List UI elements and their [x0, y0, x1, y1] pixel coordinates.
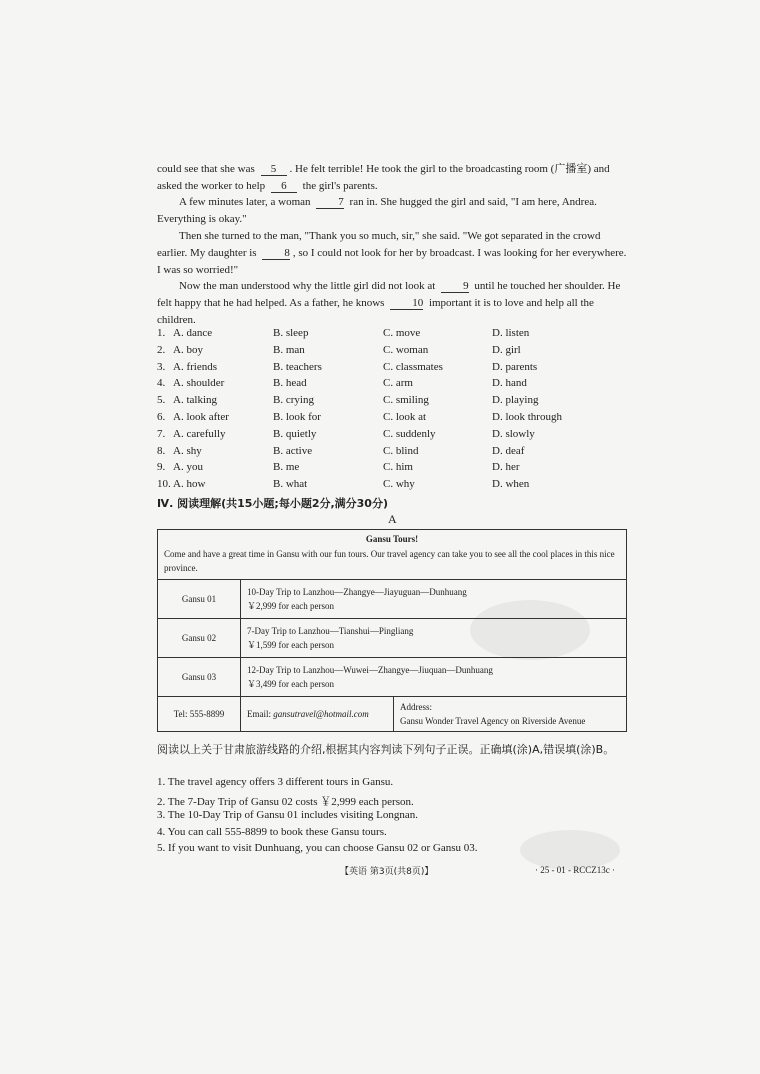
blank-6: 6	[271, 180, 297, 193]
option-b: B. active	[273, 444, 313, 457]
option-row	[157, 361, 627, 378]
option-row	[157, 411, 627, 428]
paragraph-4	[157, 278, 627, 329]
option-a: A. dance	[173, 327, 213, 339]
q-num: 10.	[157, 478, 171, 491]
table-title: Gansu Tours!	[365, 534, 419, 544]
table-header-cell	[158, 530, 627, 580]
text: Then she turned to the man, "Thank you so much, sir," she said. "We got separated in the crowd earlier. My daughter is	[157, 230, 601, 259]
option-c: C. why	[383, 478, 415, 491]
option-d: D. deaf	[492, 444, 525, 457]
text: ran in. She hugged the girl and said, "I am here, Andrea. Everything is okay."	[157, 196, 597, 225]
page-footer: 【英语 第3页(共8页)】	[340, 867, 434, 877]
blank-5: 5	[261, 163, 287, 176]
option-b: B. teachers	[273, 360, 322, 373]
paper-code: · 25 - 01 - RCCZ13c ·	[535, 865, 615, 875]
tour-name: Gansu 01	[158, 580, 241, 619]
tour-price: ￥2,999 for each person	[247, 601, 334, 611]
question-list	[157, 776, 627, 859]
q-num: 4.	[157, 377, 166, 390]
text: the girl's parents.	[302, 180, 378, 192]
option-d: D. hand	[492, 377, 527, 390]
q-num: 5.	[157, 394, 166, 407]
blank-7: 7	[316, 196, 344, 209]
question-item: 3. The 10-Day Trip of Gansu 01 includes visiting Longnan.	[157, 809, 419, 821]
text: Now the man understood why the little girl did not look at	[179, 280, 436, 292]
option-a: A. friends	[173, 360, 217, 373]
text: could see that she was	[157, 163, 255, 175]
table-intro: Come and have a great time in Gansu with our fun tours. Our travel agency can take you to see all the cool places in this nice province.	[164, 549, 615, 573]
q-num: 7.	[157, 427, 166, 440]
option-b: B. me	[273, 461, 300, 474]
address-label: Address:	[400, 702, 432, 712]
question-item: 1. The travel agency offers 3 different tours in Gansu.	[157, 776, 394, 788]
option-d: D. slowly	[492, 427, 535, 440]
option-d: D. when	[492, 478, 530, 491]
paragraph-2	[157, 194, 627, 228]
text: A few minutes later, a woman	[179, 196, 311, 208]
option-c: C. look at	[383, 410, 427, 423]
option-b: B. look for	[273, 410, 321, 423]
question-item: 2. The 7-Day Trip of Gansu 02 costs ￥2,999 each person.	[157, 795, 414, 808]
blank-10: 10	[390, 297, 423, 310]
option-c: C. move	[383, 327, 421, 339]
q-num: 1.	[157, 327, 166, 339]
tour-details	[241, 580, 627, 619]
table-row	[158, 658, 627, 697]
contact-row	[158, 697, 627, 732]
option-c: C. arm	[383, 377, 413, 390]
paragraph-1	[157, 161, 627, 195]
text: important it is to love and help all the children.	[157, 297, 594, 326]
text: . He felt terrible! He took the girl to the broadcasting room (广播室) and asked the worker to help	[157, 163, 610, 192]
text: until he touched her shoulder. He felt happy that he had helped. As a father, he knows	[157, 280, 621, 309]
option-row	[157, 461, 627, 478]
option-c: C. classmates	[383, 360, 443, 373]
option-a: A. talking	[173, 394, 217, 407]
q-num: 2.	[157, 343, 166, 356]
address-text: Gansu Wonder Travel Agency on Riverside Avenue	[400, 716, 586, 726]
address-cell	[394, 697, 627, 732]
option-d: D. girl	[492, 343, 521, 356]
option-c: C. smiling	[383, 394, 429, 407]
options-list	[157, 327, 627, 495]
option-a: A. boy	[173, 343, 203, 356]
option-d: D. her	[492, 461, 520, 474]
option-a: A. carefully	[173, 427, 226, 440]
section-heading: Ⅳ. 阅读理解(共15小题;每小题2分,满分30分)	[157, 497, 388, 510]
option-a: A. shy	[173, 444, 202, 457]
blank-9: 9	[441, 280, 469, 293]
email-cell	[241, 697, 394, 732]
option-c: C. suddenly	[383, 427, 436, 440]
option-a: A. how	[173, 478, 206, 491]
option-d: D. listen	[492, 327, 530, 339]
option-c: C. him	[383, 461, 413, 474]
option-row	[157, 377, 627, 394]
option-b: B. head	[273, 377, 307, 390]
instruction-text: 阅读以上关于甘肃旅游线路的介绍,根据其内容判读下列句子正误。正确填(涂)A,错误填(涂)B。	[157, 743, 615, 756]
email-address: gansutravel@hotmail.com	[273, 709, 369, 719]
tour-details	[241, 658, 627, 697]
question-item: 5. If you want to visit Dunhuang, you can choose Gansu 02 or Gansu 03.	[157, 842, 478, 854]
option-b: B. sleep	[273, 327, 309, 339]
text: , so I could not look for her by broadcast. I was looking for her everywhere. I was so worried!"	[157, 247, 627, 276]
email-label: Email:	[247, 709, 271, 719]
option-row	[157, 394, 627, 411]
option-d: D. parents	[492, 360, 538, 373]
option-row	[157, 327, 627, 344]
tour-price: ￥3,499 for each person	[247, 679, 334, 689]
option-c: C. blind	[383, 444, 419, 457]
option-row	[157, 428, 627, 445]
option-d: D. look through	[492, 410, 562, 423]
option-row	[157, 478, 627, 495]
q-num: 6.	[157, 410, 166, 423]
tour-price: ￥1,599 for each person	[247, 640, 334, 650]
option-b: B. quietly	[273, 427, 317, 440]
tour-details	[241, 619, 627, 658]
tour-route: 7-Day Trip to Lanzhou—Tianshui—Pingliang	[247, 626, 414, 636]
tel-cell: Tel: 555-8899	[158, 697, 241, 732]
option-d: D. playing	[492, 394, 539, 407]
option-row	[157, 445, 627, 462]
table-row	[158, 619, 627, 658]
option-b: B. what	[273, 478, 308, 491]
tour-name: Gansu 03	[158, 658, 241, 697]
tour-route: 12-Day Trip to Lanzhou—Wuwei—Zhangye—Jiuquan—Dunhuang	[247, 665, 493, 675]
question-item: 4. You can call 555-8899 to book these Gansu tours.	[157, 825, 387, 838]
tour-name: Gansu 02	[158, 619, 241, 658]
option-b: B. man	[273, 343, 305, 356]
q-num: 3.	[157, 360, 166, 373]
option-c: C. woman	[383, 343, 429, 356]
paragraph-3	[157, 228, 627, 279]
tours-table	[157, 529, 627, 732]
part-label: A	[388, 512, 397, 526]
option-b: B. crying	[273, 394, 314, 407]
q-num: 9.	[157, 461, 166, 474]
option-a: A. you	[173, 461, 203, 474]
blank-8: 8	[262, 247, 290, 260]
option-a: A. shoulder	[173, 377, 225, 390]
q-num: 8.	[157, 444, 166, 457]
option-row	[157, 344, 627, 361]
table-row	[158, 580, 627, 619]
tour-route: 10-Day Trip to Lanzhou—Zhangye—Jiayuguan—Dunhuang	[247, 587, 467, 597]
option-a: A. look after	[173, 410, 229, 423]
